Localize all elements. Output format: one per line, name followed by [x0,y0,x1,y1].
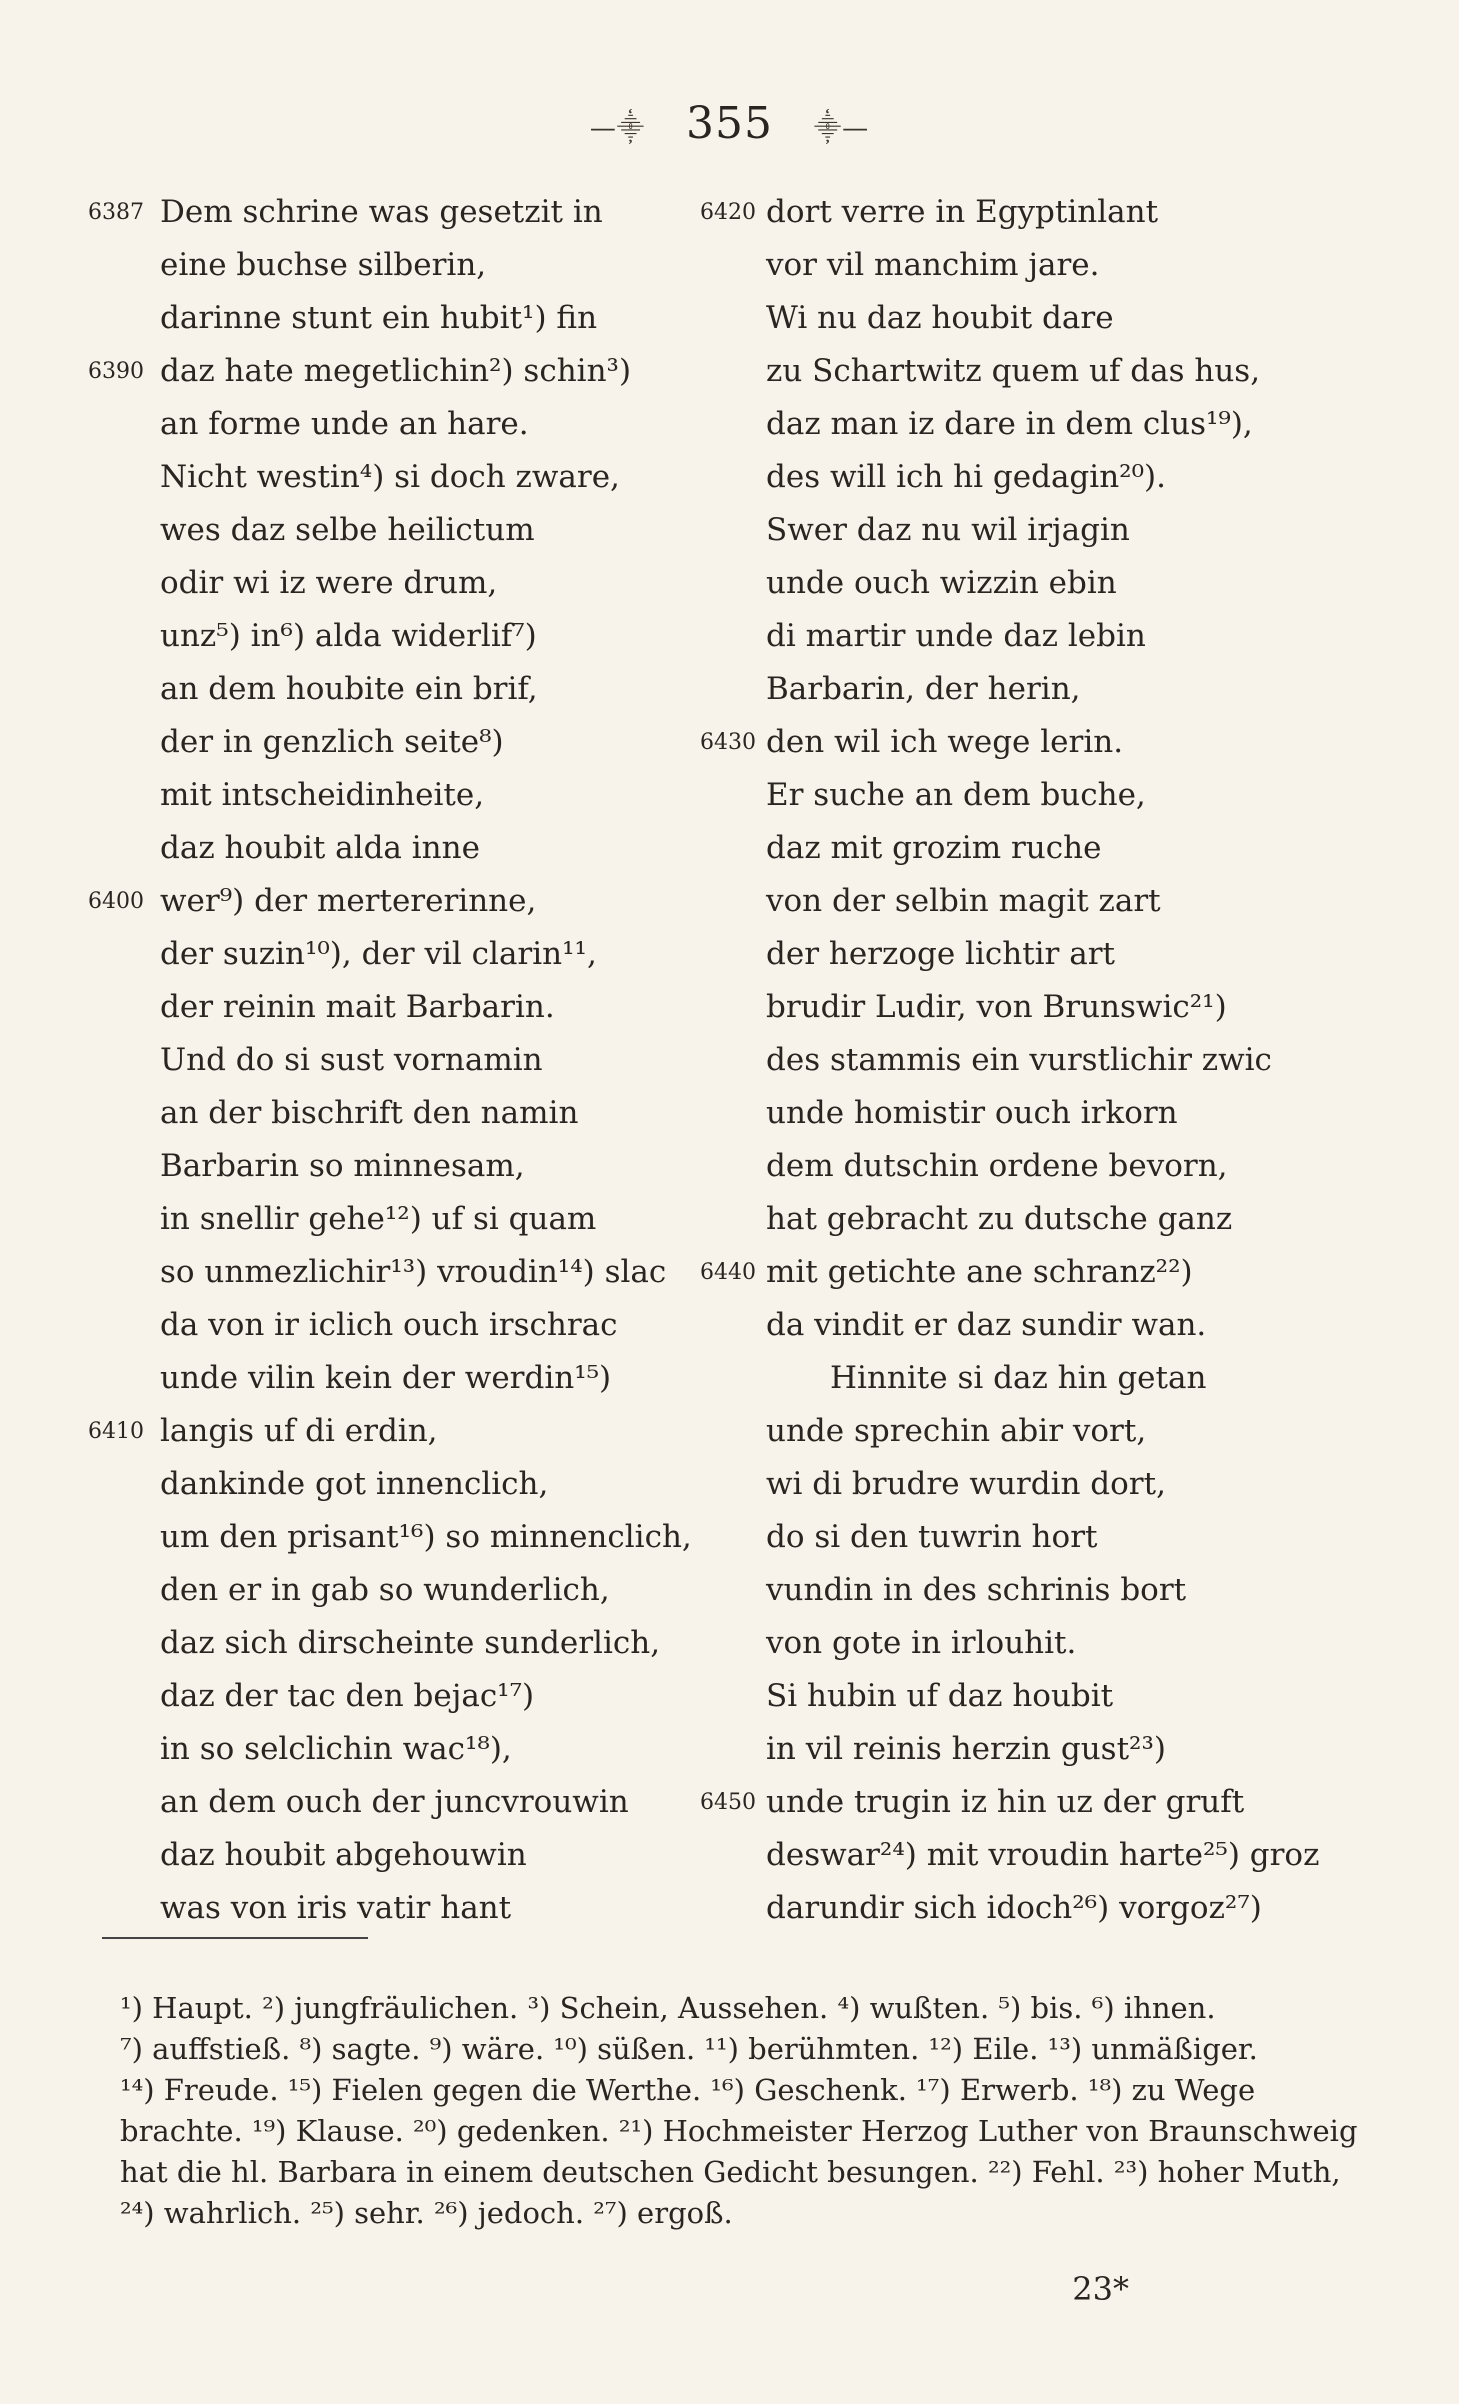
verse-line [88,292,648,345]
verse-text: Er suche an dem buche, [766,777,1146,813]
verse-line [700,186,1340,239]
verse-line [88,1882,648,1935]
verse-line [700,451,1340,504]
verse-text: vundin in des schrinis bort [766,1572,1187,1608]
verse-line [88,1776,648,1829]
verse-text: den wil ich wege lerin. [766,724,1124,760]
verse-line [700,610,1340,663]
verse-line [88,1670,648,1723]
footnote-line: ²⁴) wahrlich. ²⁵) sehr. ²⁶) jedoch. ²⁷) ergoß. [120,2196,733,2230]
verse-text: Barbarin so minnesam, [160,1148,525,1184]
verse-line [88,1193,648,1246]
verse-line [88,451,648,504]
verse-line [700,822,1340,875]
verse-line [700,1140,1340,1193]
header-ornament-right: ⸎— [813,113,870,144]
verse-line [88,1087,648,1140]
verse-line [700,504,1340,557]
verse-line [88,1511,692,1564]
verse-text: unz⁵) in⁶) alda widerlif⁷) [160,618,537,654]
verse-text: in so selclichin wac¹⁸), [160,1731,512,1767]
header-ornament-left: —⸎ [589,113,645,144]
verse-text: mit getichte ane schranz²²) [766,1254,1193,1290]
verse-text: darinne stunt ein hubit¹) fin [160,300,598,336]
verse-line [700,1352,1340,1405]
footnote-line: hat die hl. Barbara in einem deutschen Gedicht besungen. ²²) Fehl. ²³) hoher Muth, [120,2155,1341,2189]
verse-line [88,345,648,398]
verse-line [88,822,648,875]
verse-line [700,1193,1340,1246]
verse-line [700,928,1340,981]
verse-line [88,928,648,981]
page-header [0,98,1459,149]
verse-line [88,663,648,716]
verse-text: zu Schartwitz quem uf das hus, [766,353,1261,389]
verse-text: Nicht westin⁴) si doch zware, [160,459,620,495]
verse-line [700,663,1340,716]
verse-text: hat gebracht zu dutsche ganz [766,1201,1233,1237]
verse-text: vor vil manchim jare. [766,247,1100,283]
verse-line [700,1458,1340,1511]
verse-line [700,292,1340,345]
verse-line [88,1299,648,1352]
verse-text: Si hubin uf daz houbit [766,1678,1114,1714]
verse-line [700,1776,1340,1829]
verse-text: an forme unde an hare. [160,406,529,442]
verse-line [700,239,1340,292]
verse-text: wes daz selbe heilictum [160,512,535,548]
verse-text: um den prisant¹⁶) so minnenclich, [160,1519,692,1555]
line-number: 6450 [700,1790,756,1815]
verse-text: unde vilin kein der werdin¹⁵) [160,1360,612,1396]
verse-text: der herzoge lichtir art [766,936,1115,972]
verse-line [700,716,1340,769]
footnotes [120,1988,1358,2234]
verse-line [700,1617,1340,1670]
verse-text: des stammis ein vurstlichir zwic [766,1042,1272,1078]
verse-line [88,1034,648,1087]
verse-text: daz mit grozim ruche [766,830,1102,866]
verse-line [88,1405,648,1458]
verse-text: eine buchse silberin, [160,247,487,283]
verse-text: deswar²⁴) mit vroudin harte²⁵) groz [766,1837,1320,1873]
verse-line [700,1882,1340,1935]
verse-line [88,875,648,928]
verse-line [700,981,1340,1034]
verse-line [700,1034,1340,1087]
verse-line [88,557,648,610]
verse-line [88,1246,667,1299]
verse-line [88,398,648,451]
verse-line [88,1140,648,1193]
verse-line [700,875,1340,928]
verse-text: in vil reinis herzin gust²³) [766,1731,1166,1767]
verse-line [700,1246,1340,1299]
verse-text: an der bischrift den namin [160,1095,579,1131]
verse-text: in snellir gehe¹²) uf si quam [160,1201,597,1237]
verse-text: der in genzlich seite⁸) [160,724,504,760]
verse-text: des will ich hi gedagin²⁰). [766,459,1166,495]
verse-line [700,1829,1340,1882]
verse-text: unde ouch wizzin ebin [766,565,1117,601]
verse-line [88,1352,648,1405]
verse-line [700,1723,1340,1776]
verse-text: Dem schrine was gesetzit in [160,194,603,230]
verse-text: dankinde got innenclich, [160,1466,549,1502]
verse-text: der suzin¹⁰), der vil clarin¹¹, [160,936,597,972]
verse-line [88,1458,648,1511]
verse-text: darundir sich idoch²⁶) vorgoz²⁷) [766,1890,1262,1926]
verse-line [88,239,648,292]
verse-line [88,186,648,239]
verse-text: unde homistir ouch irkorn [766,1095,1178,1131]
verse-line [700,1511,1340,1564]
verse-line [88,981,648,1034]
verse-text: daz houbit abgehouwin [160,1837,527,1873]
line-number: 6400 [88,889,144,914]
footnote-line: ¹) Haupt. ²) jungfräulichen. ³) Schein, Aussehen. ⁴) wußten. ⁵) bis. ⁶) ihnen. [120,1991,1216,2025]
right-verse-column [700,186,1340,1935]
line-number: 6420 [700,200,756,225]
verse-line [700,769,1340,822]
verse-line [700,1087,1340,1140]
signature-mark: 23* [1072,2270,1129,2308]
verse-line [88,1829,648,1882]
verse-text: do si den tuwrin hort [766,1519,1098,1555]
verse-text: Und do si sust vornamin [160,1042,543,1078]
left-verse-column [88,186,692,1935]
footnote-line: ¹⁴) Freude. ¹⁵) Fielen gegen die Werthe. ¹⁶) Geschenk. ¹⁷) Erwerb. ¹⁸) zu Wege [120,2073,1256,2107]
verse-text: von gote in irlouhit. [766,1625,1077,1661]
verse-text: da vindit er daz sundir wan. [766,1307,1207,1343]
verse-text: langis uf di erdin, [160,1413,438,1449]
verse-line [700,1670,1340,1723]
verse-text: brudir Ludir, von Brunswic²¹) [766,989,1227,1025]
verse-text: daz houbit alda inne [160,830,480,866]
verse-text: dem dutschin ordene bevorn, [766,1148,1228,1184]
page-number: 355 [686,98,773,149]
line-number: 6440 [700,1260,756,1285]
line-number: 6387 [88,200,144,225]
footnote-line: brachte. ¹⁹) Klause. ²⁰) gedenken. ²¹) Hochmeister Herzog Luther von Braunschweig [120,2114,1358,2148]
verse-line [88,1723,648,1776]
verse-text: an dem houbite ein brif, [160,671,538,707]
verse-line [700,1405,1340,1458]
verse-text: von der selbin magit zart [766,883,1161,919]
verse-text: an dem ouch der juncvrouwin [160,1784,629,1820]
footnote-line: ⁷) auffstieß. ⁸) sagte. ⁹) wäre. ¹⁰) süßen. ¹¹) berühmten. ¹²) Eile. ¹³) unmäßiger. [120,2032,1258,2066]
verse-text: unde sprechin abir vort, [766,1413,1147,1449]
verse-text: Hinnite si daz hin getan [830,1360,1207,1396]
verse-text: Wi nu daz houbit dare [766,300,1114,336]
verse-text: da von ir iclich ouch irschrac [160,1307,618,1343]
line-number: 6410 [88,1419,144,1444]
verse-text: den er in gab so wunderlich, [160,1572,610,1608]
verse-text: unde trugin iz hin uz der gruft [766,1784,1245,1820]
line-number: 6430 [700,730,756,755]
line-number: 6390 [88,359,144,384]
verse-line [88,716,648,769]
verse-line [700,345,1340,398]
verse-line [88,769,648,822]
verse-text: der reinin mait Barbarin. [160,989,555,1025]
verse-text: so unmezlichir¹³) vroudin¹⁴) slac [160,1254,667,1290]
verse-text: was von iris vatir hant [160,1890,512,1926]
verse-text: daz hate megetlichin²) schin³) [160,353,632,389]
verse-text: mit intscheidinheite, [160,777,485,813]
verse-line [88,1617,661,1670]
verse-line [88,1564,648,1617]
verse-text: dort verre in Egyptinlant [766,194,1159,230]
verse-text: Barbarin, der herin, [766,671,1081,707]
verse-text: daz sich dirscheinte sunderlich, [160,1625,661,1661]
verse-text: odir wi iz were drum, [160,565,498,601]
verse-text: di martir unde daz lebin [766,618,1146,654]
verse-text: daz der tac den bejac¹⁷) [160,1678,535,1714]
verse-line [700,557,1340,610]
verse-line [700,1299,1340,1352]
verse-text: Swer daz nu wil irjagin [766,512,1130,548]
footnote-divider [102,1937,368,1939]
verse-text: wer⁹) der mertererinne, [160,883,537,919]
verse-line [700,1564,1340,1617]
verse-text: wi di brudre wurdin dort, [766,1466,1166,1502]
verse-line [88,610,648,663]
verse-text: daz man iz dare in dem clus¹⁹), [766,406,1253,442]
verse-line [700,398,1340,451]
verse-line [88,504,648,557]
